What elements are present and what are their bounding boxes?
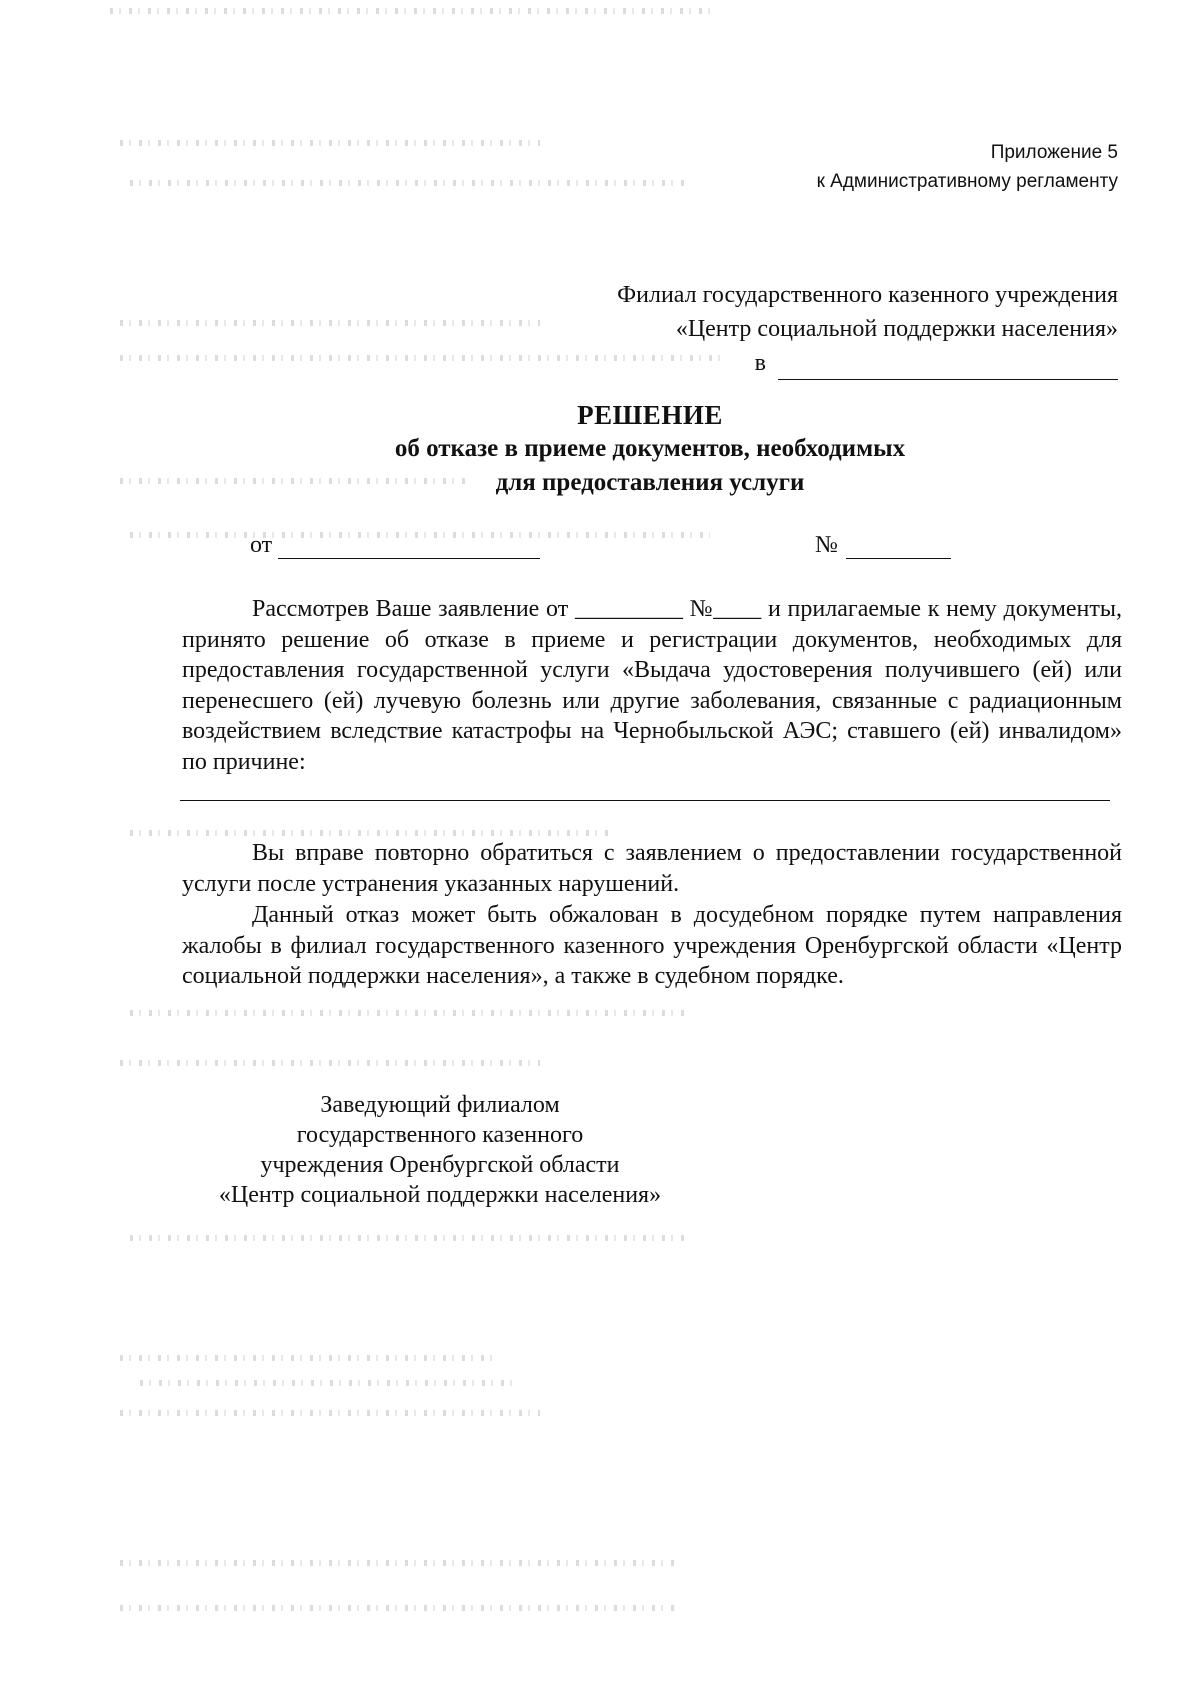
addressee-blank (778, 357, 1118, 380)
scan-noise (130, 1235, 690, 1241)
title-subtitle-1: об отказе в приеме документов, необходимых (394, 435, 906, 462)
addressee-line-1: Филиал государственного казенного учреждения (617, 282, 1118, 308)
paragraph-appeal (182, 900, 1122, 992)
paragraph-appeal-text: Данный отказ может быть обжалован в досудебном порядке путем направления жалобы в филиал государственного казенного учреждения Оренбургской области «Центр социальной поддержки населения», а также в судебном порядке. (182, 902, 1122, 989)
scan-noise (120, 1560, 680, 1566)
scan-noise (130, 830, 610, 836)
appendix-line-1: Приложение 5 (990, 142, 1118, 163)
scan-noise (120, 1605, 680, 1611)
signatory-line-1: Заведующий филиалом (320, 1092, 560, 1118)
paragraph-reapply (182, 838, 1122, 899)
scan-noise (110, 8, 710, 14)
scan-noise (120, 1410, 540, 1416)
scan-noise (120, 1355, 500, 1361)
signatory-line-4: «Центр социальной поддержки населения» (218, 1182, 662, 1208)
title-main: РЕШЕНИЕ (577, 400, 723, 430)
signatory-line-3: учреждения Оренбургской области (260, 1152, 620, 1178)
number-blank (846, 536, 951, 559)
scan-noise (130, 180, 690, 186)
scan-noise (120, 320, 540, 326)
scan-noise (120, 140, 540, 146)
document-title (0, 398, 1200, 500)
signatory-line-2: государственного казенного (296, 1122, 584, 1148)
paragraph-decision-text: Рассмотрев Ваше заявление от _________ №____ и прилагаемые к нему документы, принято решение об отказе в приеме и регистрации документов, необходимых для предоставления государственной услуги «Выдача удостоверения получившего (ей) или перенесшего (ей) лучевую болезнь или другие заболевания, связанные с радиационным воздействием вследствие катастрофы на Чернобыльской АЭС; ставшего (ей) инвалидом» по причине: (182, 596, 1122, 775)
number-field (815, 532, 951, 559)
paragraph-decision (182, 594, 1122, 777)
addressee-prefix: в (754, 350, 766, 376)
addressee-line-2: «Центр социальной поддержки населения» (675, 316, 1118, 342)
date-field (250, 532, 540, 559)
date-blank (278, 536, 540, 559)
reason-blank-line (180, 800, 1110, 801)
appendix-note (698, 138, 1118, 196)
scan-noise (130, 1010, 690, 1016)
number-label: № (815, 532, 838, 558)
signatory-block (190, 1090, 690, 1210)
addressee-line-3 (498, 346, 1118, 380)
scan-noise (140, 1380, 520, 1386)
scan-noise (120, 1060, 540, 1066)
appendix-line-2: к Административному регламенту (816, 171, 1118, 192)
title-subtitle-2: для предоставления услуги (495, 469, 805, 496)
paragraph-reapply-text: Вы вправе повторно обратиться с заявлением о предоставлении государственной услуги после устранения указанных нарушений. (182, 840, 1122, 897)
addressee-block (498, 278, 1118, 380)
date-label: от (250, 532, 273, 558)
